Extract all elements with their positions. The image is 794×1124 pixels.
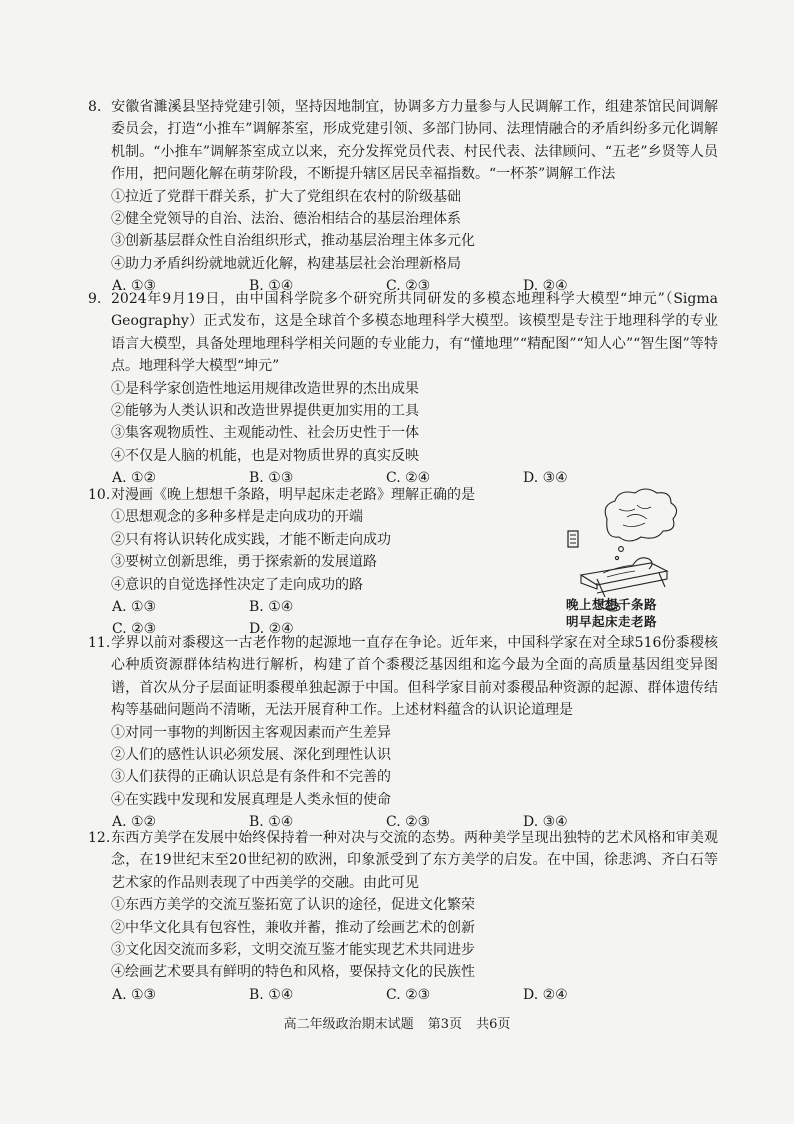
option-a[interactable]: A. ①③	[112, 278, 157, 295]
statement-1: ①思想观念的多种多样是走向成功的开端	[111, 509, 363, 526]
statement-1: ①对同一事物的判断因主客观因素而产生差异	[111, 724, 391, 741]
statement-3: ③文化因交流而多彩，文明交流互鉴才能实现艺术共同进步	[111, 942, 475, 959]
statement-3: ③要树立创新思维，勇于探索新的发展道路	[111, 554, 377, 571]
statement-4: ④意识的自觉选择性决定了走向成功的路	[111, 576, 363, 593]
question-text: 学界以前对黍稷这一古老作物的起源地一直存在争论。近年来，中国科学家在对全球516份黍稷核心种质资源群体结构进行解析，构建了首个黍稷泛基因组和迄今最为全面的高质量基因组变异图谱，首次从分子层面证明黍稷单独起源于中国。但科学家目前对黍稷品种资源的起源、群体遗传结构等基础问题尚不清晰，无法开展育种工作。上述材料蕴含的认识论道理是	[111, 635, 718, 719]
question-10	[88, 484, 558, 641]
option-b[interactable]: B. ①④	[249, 599, 294, 616]
option-d[interactable]: D. ②④	[249, 621, 294, 638]
option-c[interactable]: C. ②③	[386, 278, 431, 295]
option-c[interactable]: C. ②③	[112, 621, 157, 638]
question-number: 11.	[88, 635, 111, 651]
answer-options	[88, 984, 718, 1006]
question-text: 对漫画《晚上想想千条路，明早起床走老路》理解正确的是	[111, 487, 475, 503]
question-12	[88, 827, 718, 1006]
statement-2: ②只有将认识转化成实践，才能不断走向成功	[111, 531, 391, 548]
question-number: 9.	[88, 291, 102, 307]
question-text: 2024年9月19日，由中国科学院多个研究所共同研发的多模态地理科学大模型“坤元”（Sigma Geography）正式发布，这是全球首个多模态地理科学大模型。该模型是专注于地理科学的专业语言大模型，具备处理地理科学相关问题的专业能力，有“懂地理”“精配图”“知人心”“智生图”等特点。地理科学大模型“坤元”	[111, 291, 718, 375]
statement-2: ②中华文化具有包容性，兼收并蓄，推动了绘画艺术的创新	[111, 919, 475, 936]
question-number: 8.	[88, 99, 102, 115]
statement-4: ④绘画艺术要具有鲜明的特色和风格，要保持文化的民族性	[111, 964, 475, 981]
option-b[interactable]: B. ①④	[249, 986, 294, 1003]
statement-2: ②健全党领导的自治、法治、德治相结合的基层治理体系	[111, 211, 461, 228]
caption-line-2: 明早起床走老路	[566, 614, 658, 629]
option-a[interactable]: A. ①②	[112, 814, 157, 831]
option-d[interactable]: D. ③④	[523, 470, 568, 487]
statement-2: ②能够为人类认识和改造世界提供更加实用的工具	[111, 403, 419, 420]
option-a[interactable]: A. ①③	[112, 986, 157, 1003]
option-c[interactable]: C. ②④	[386, 470, 431, 487]
statement-4: ④在实践中发现和发展真理是人类永恒的使命	[111, 791, 391, 808]
statement-4: ④助力矛盾纠纷就地就近化解，构建基层社会治理新格局	[111, 255, 461, 272]
option-a[interactable]: A. ①②	[112, 470, 157, 487]
question-text: 安徽省濉溪县坚持党建引领，坚持因地制宜，协调多方力量参与人民调解工作，组建茶馆民间调解委员会，打造“小推车”调解茶室，形成党建引领、多部门协同、法理情融合的矛盾纠纷多元化调解机制。“小推车”调解茶室成立以来，充分发挥党员代表、村民代表、法律顾问、“五老”乡贤等人员作用，把问题化解在萌芽阶段，不断提升辖区居民幸福指数。“一杯茶”调解工作法	[111, 99, 718, 183]
question-number: 12.	[88, 830, 111, 846]
statement-1: ①是科学家创造性地运用规律改造世界的杰出成果	[111, 380, 419, 397]
option-b[interactable]: B. ①④	[249, 814, 294, 831]
caption-line-1: 晚上想想千条路	[566, 597, 658, 612]
page-footer	[0, 1013, 794, 1032]
question-8	[88, 96, 718, 298]
statement-3: ③人们获得的正确认识总是有条件和不完善的	[111, 769, 391, 786]
option-c[interactable]: C. ②③	[386, 986, 431, 1003]
option-b[interactable]: B. ①③	[249, 470, 294, 487]
question-stem	[88, 827, 718, 894]
question-9	[88, 288, 718, 490]
question-11	[88, 632, 718, 834]
question-stem	[88, 288, 718, 378]
option-a[interactable]: A. ①③	[112, 599, 157, 616]
option-c[interactable]: C. ②③	[386, 814, 431, 831]
option-b[interactable]: B. ①④	[249, 278, 294, 295]
option-d[interactable]: D. ③④	[523, 814, 568, 831]
question-stem	[88, 632, 718, 722]
statement-3: ③创新基层群众性自治组织形式，推动基层治理主体多元化	[111, 233, 475, 250]
statement-2: ②人们的感性认识必须发展、深化到理性认识	[111, 747, 391, 764]
statement-3: ③集客观物质性、主观能动性、社会历史性于一体	[111, 425, 419, 442]
option-d[interactable]: D. ②④	[523, 986, 568, 1003]
question-number: 10.	[88, 487, 111, 503]
option-d[interactable]: D. ②④	[523, 278, 568, 295]
question-stem	[88, 96, 718, 186]
question-text: 东西方美学在发展中始终保持着一种对决与交流的态势。两种美学呈现出独特的艺术风格和审美观念，在19世纪末至20世纪初的欧洲，印象派受到了东方美学的启发。在中国，徐悲鸿、齐白石等艺术家的作品则表现了中西美学的交融。由此可见	[111, 830, 718, 891]
statement-1: ①拉近了党群干群关系，扩大了党组织在农村的阶级基础	[111, 188, 461, 205]
cartoon-caption	[566, 596, 701, 630]
footer-total-pages: 共6页	[476, 1017, 511, 1032]
statement-1: ①东西方美学的交流互鉴拓宽了认识的途径，促进文化繁荣	[111, 897, 475, 914]
statement-4: ④不仅是人脑的机能，也是对物质世界的真实反映	[111, 447, 419, 464]
footer-title: 高二年级政治期末试题	[283, 1017, 414, 1032]
footer-page-number: 第3页	[427, 1017, 462, 1032]
question-stem	[88, 484, 558, 506]
